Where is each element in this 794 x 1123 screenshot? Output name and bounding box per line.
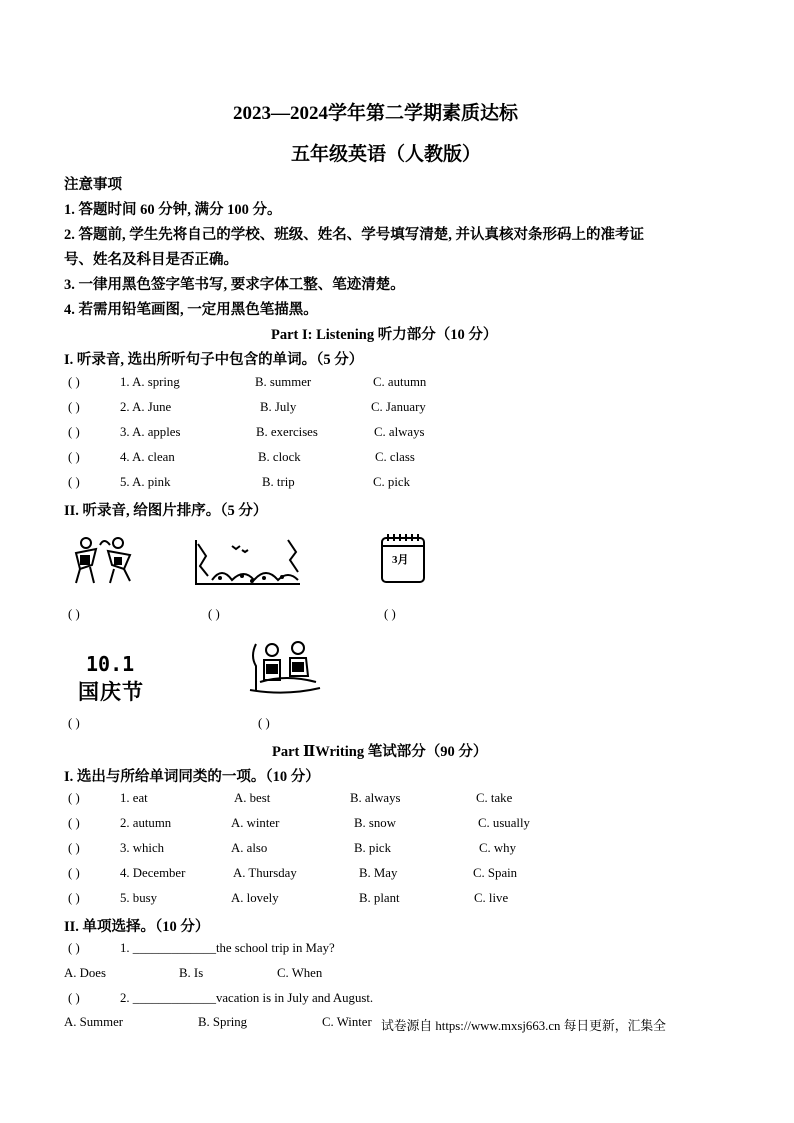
question-word: 3. which: [120, 841, 165, 855]
option-a: A. lovely: [231, 891, 279, 905]
picture-answer-bracket[interactable]: ( ): [68, 716, 80, 730]
spring-landscape-picture: [192, 536, 304, 588]
option-a: 5. A. pink: [120, 475, 171, 489]
option-c: C. class: [375, 450, 415, 464]
children-playing-picture: [72, 535, 138, 587]
option-a: A. Summer: [64, 1015, 124, 1029]
notes-heading: 注意事项: [64, 177, 122, 193]
national-day-picture: [76, 652, 158, 702]
option-b: B. always: [350, 791, 401, 805]
national-day-number: 10.1: [86, 652, 135, 676]
note-item: 2. 答题前, 学生先将自己的学校、班级、姓名、学号填写清楚, 并认真核对条形码上的准考证: [64, 227, 644, 243]
option-b: B. May: [359, 866, 398, 880]
answer-bracket[interactable]: ( ): [68, 791, 80, 805]
option-b: B. exercises: [256, 425, 318, 439]
option-c: C. usually: [478, 816, 530, 830]
option-c: C. Spain: [473, 866, 518, 880]
option-c: C. Winter: [322, 1015, 372, 1029]
option-a: A. best: [234, 791, 271, 805]
option-b: B. clock: [258, 450, 301, 464]
option-a: A. also: [231, 841, 268, 855]
option-b: B. Spring: [198, 1015, 248, 1029]
part2-sec1-heading: I. 选出与所给单词同类的一项。（10 分）: [64, 769, 320, 785]
picture-answer-bracket[interactable]: ( ): [68, 607, 80, 621]
answer-bracket[interactable]: ( ): [68, 941, 80, 955]
answer-bracket[interactable]: ( ): [68, 400, 80, 414]
part2-heading: Part ⅡWriting 笔试部分（90 分）: [272, 744, 488, 760]
option-a: 4. A. clean: [120, 450, 175, 464]
option-c: C. pick: [373, 475, 410, 489]
option-c: C. take: [476, 791, 513, 805]
answer-bracket[interactable]: ( ): [68, 866, 80, 880]
picture-answer-bracket[interactable]: ( ): [258, 716, 270, 730]
picture-answer-bracket[interactable]: ( ): [384, 607, 396, 621]
option-a: A. winter: [231, 816, 280, 830]
option-b: B. summer: [255, 375, 312, 389]
option-c: C. January: [371, 400, 426, 414]
option-a: 2. A. June: [120, 400, 172, 414]
page-title: 2023—2024学年第二学期素质达标: [233, 103, 519, 124]
option-b: B. July: [260, 400, 297, 414]
note-item: 3. 一律用黑色签字笔书写, 要求字体工整、笔迹清楚。: [64, 277, 405, 293]
calendar-month-text: 3月: [392, 554, 409, 566]
note-item: 号、姓名及科目是否正确。: [64, 252, 238, 268]
option-c: C. always: [374, 425, 425, 439]
answer-bracket[interactable]: ( ): [68, 841, 80, 855]
option-a: A. Thursday: [233, 866, 297, 880]
answer-bracket[interactable]: ( ): [68, 891, 80, 905]
answer-bracket[interactable]: ( ): [68, 450, 80, 464]
part2-sec2-heading: II. 单项选择。（10 分）: [64, 919, 210, 935]
option-b: B. pick: [354, 841, 391, 855]
national-day-text: 国庆节: [78, 680, 144, 704]
option-b: B. snow: [354, 816, 396, 830]
option-c: C. When: [277, 966, 323, 980]
question-word: 4. December: [120, 866, 186, 880]
answer-bracket[interactable]: ( ): [68, 816, 80, 830]
note-item: 1. 答题时间 60 分钟, 满分 100 分。: [64, 202, 282, 218]
part1-sec1-heading: I. 听录音, 选出所听句子中包含的单词。（5 分）: [64, 352, 364, 368]
part1-heading: Part I: Listening 听力部分（10 分）: [271, 327, 498, 343]
option-a: 1. A. spring: [120, 375, 180, 389]
option-b: B. Is: [179, 966, 204, 980]
picture-answer-bracket[interactable]: ( ): [208, 607, 220, 621]
option-a: 3. A. apples: [120, 425, 181, 439]
option-c: C. live: [474, 891, 509, 905]
question-word: 5. busy: [120, 891, 157, 905]
question-stem: 2. _____________vacation is in July and August.: [120, 991, 374, 1005]
option-c: C. autumn: [373, 375, 427, 389]
option-c: C. why: [479, 841, 516, 855]
calendar-picture: [379, 532, 427, 584]
option-b: B. plant: [359, 891, 400, 905]
answer-bracket[interactable]: ( ): [68, 475, 80, 489]
part1-sec2-heading: II. 听录音, 给图片排序。（5 分）: [64, 503, 268, 519]
question-word: 1. eat: [120, 791, 148, 805]
answer-bracket[interactable]: ( ): [68, 425, 80, 439]
page-subtitle: 五年级英语（人教版）: [291, 144, 482, 165]
answer-bracket[interactable]: ( ): [68, 375, 80, 389]
option-a: A. Does: [64, 966, 106, 980]
option-b: B. trip: [262, 475, 295, 489]
source-watermark: 试卷源自 https://www.mxsj663.cn 每日更新，汇集全: [381, 1019, 666, 1033]
question-stem: 1. _____________the school trip in May?: [120, 941, 335, 955]
note-item: 4. 若需用铅笔画图, 一定用黑色笔描黑。: [64, 302, 318, 318]
question-word: 2. autumn: [120, 816, 172, 830]
family-picnic-picture: [246, 636, 324, 698]
answer-bracket[interactable]: ( ): [68, 991, 80, 1005]
